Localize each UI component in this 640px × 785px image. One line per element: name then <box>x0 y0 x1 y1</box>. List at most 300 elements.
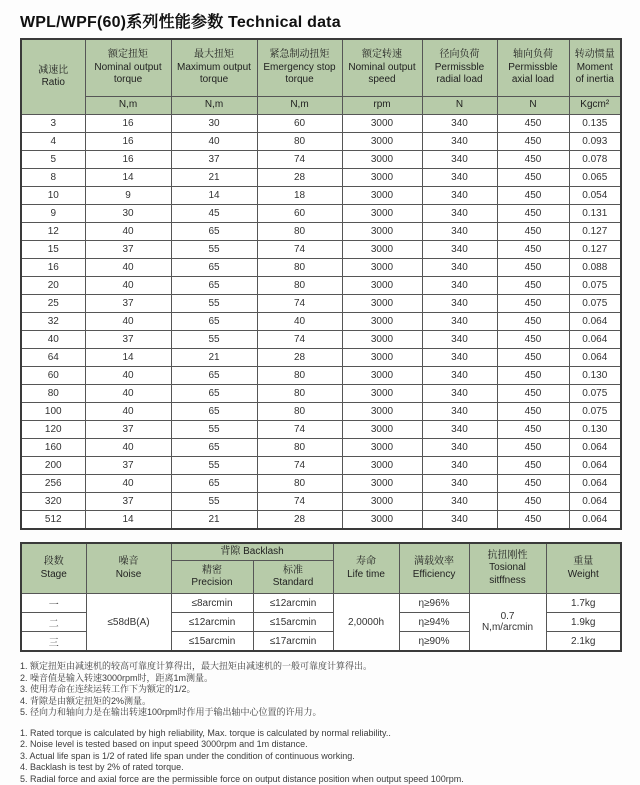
table-cell: 40 <box>257 313 342 331</box>
performance-table-body <box>21 115 621 530</box>
footnote-line: 5. 径向力和轴向力是在输出转速100rpm时作用于输出轴中心位置的许用力。 <box>20 707 620 719</box>
col-header-nominal-torque-en: Nominal output torque <box>94 62 161 86</box>
table-cell: 340 <box>422 223 497 241</box>
table-cell: 450 <box>497 259 569 277</box>
table-cell: 3000 <box>342 223 422 241</box>
table-cell: 340 <box>422 367 497 385</box>
table-cell: 80 <box>21 385 85 403</box>
efficiency-cell: η≥90% <box>399 632 469 652</box>
table-cell: 0.064 <box>569 349 621 367</box>
footnote-line: 3. Actual life span is 1/2 of rated life span under the condition of continuous working. <box>20 751 620 763</box>
table-cell: 0.088 <box>569 259 621 277</box>
table-cell: 0.135 <box>569 115 621 133</box>
col-header-speed-en: Nominal output speed <box>348 62 415 86</box>
table-cell: 74 <box>257 493 342 511</box>
col-header-axial-load <box>497 39 569 97</box>
table-row <box>21 151 621 169</box>
table-cell: 74 <box>257 295 342 313</box>
table-cell: 3000 <box>342 205 422 223</box>
table-cell: 450 <box>497 187 569 205</box>
table-row <box>21 475 621 493</box>
standard-cell: ≤17arcmin <box>253 632 333 652</box>
col-header-stiffness <box>469 543 546 594</box>
table-cell: 3000 <box>342 439 422 457</box>
table-cell: 340 <box>422 241 497 259</box>
col-header-backlash-en: Backlash <box>243 546 284 557</box>
table-cell: 80 <box>257 439 342 457</box>
table-cell: 37 <box>85 295 171 313</box>
table-cell: 55 <box>171 331 257 349</box>
col-header-noise <box>86 543 171 594</box>
table-cell: 450 <box>497 115 569 133</box>
table-row <box>21 115 621 133</box>
table-cell: 340 <box>422 187 497 205</box>
table-cell: 30 <box>171 115 257 133</box>
unit-emergency-torque: N,m <box>257 97 342 115</box>
table-cell: 3000 <box>342 151 422 169</box>
footnote-line: 2. 噪音值是输入转速3000rpm时，距离1m测量。 <box>20 673 620 685</box>
table-cell: 3000 <box>342 475 422 493</box>
table-cell: 74 <box>257 331 342 349</box>
col-header-standard-en: Standard <box>273 577 314 588</box>
table-cell: 37 <box>85 421 171 439</box>
table-cell: 450 <box>497 133 569 151</box>
table-row <box>21 223 621 241</box>
table-cell: 450 <box>497 349 569 367</box>
footnotes-chinese <box>20 661 620 719</box>
standard-cell: ≤12arcmin <box>253 594 333 613</box>
table-cell: 16 <box>21 259 85 277</box>
table-cell: 100 <box>21 403 85 421</box>
footnote-line: 3. 使用寿命在连续运转工作下为额定的1/2。 <box>20 684 620 696</box>
table-cell: 37 <box>171 151 257 169</box>
table-cell: 0.130 <box>569 421 621 439</box>
table-cell: 3000 <box>342 511 422 530</box>
table-row <box>21 277 621 295</box>
table-cell: 450 <box>497 457 569 475</box>
precision-cell: ≤15arcmin <box>171 632 253 652</box>
footnote-line: 4. 背隙是由额定扭矩的2%测量。 <box>20 696 620 708</box>
table-cell: 0.064 <box>569 493 621 511</box>
col-header-precision-cn: 精密 <box>174 565 251 578</box>
table-cell: 450 <box>497 313 569 331</box>
stage-cell: 三 <box>21 632 86 652</box>
table-cell: 3000 <box>342 367 422 385</box>
table-cell: 65 <box>171 439 257 457</box>
table-cell: 340 <box>422 115 497 133</box>
table-cell: 450 <box>497 331 569 349</box>
table-row <box>21 241 621 259</box>
table-cell: 200 <box>21 457 85 475</box>
col-header-weight-en: Weight <box>568 569 599 580</box>
table-row <box>21 385 621 403</box>
table-row <box>21 313 621 331</box>
table-cell: 3000 <box>342 295 422 313</box>
col-header-stage-en: Stage <box>41 569 67 580</box>
efficiency-cell: η≥94% <box>399 613 469 632</box>
table-cell: 340 <box>422 421 497 439</box>
col-header-axial-load-en: Permissble axial load <box>508 62 557 86</box>
col-header-nominal-torque-cn: 额定扭矩 <box>88 49 169 62</box>
unit-nominal-torque: N,m <box>85 97 171 115</box>
table-cell: 21 <box>171 169 257 187</box>
table-cell: 3000 <box>342 187 422 205</box>
table-cell: 45 <box>171 205 257 223</box>
table-cell: 3000 <box>342 313 422 331</box>
precision-cell: ≤8arcmin <box>171 594 253 613</box>
table-cell: 3 <box>21 115 85 133</box>
col-header-emergency-torque <box>257 39 342 97</box>
table-cell: 28 <box>257 511 342 530</box>
table-cell: 320 <box>21 493 85 511</box>
table-row <box>21 511 621 530</box>
col-header-precision-en: Precision <box>191 577 232 588</box>
stiffness-unit: N,m/arcmin <box>482 622 533 633</box>
unit-axial-load: N <box>497 97 569 115</box>
table-cell: 16 <box>85 151 171 169</box>
table-cell: 340 <box>422 403 497 421</box>
table-cell: 340 <box>422 385 497 403</box>
col-header-nominal-torque <box>85 39 171 97</box>
stage-cell: 二 <box>21 613 86 632</box>
table-cell: 65 <box>171 259 257 277</box>
table-cell: 3000 <box>342 115 422 133</box>
table-cell: 55 <box>171 457 257 475</box>
lifetime-cell: 2,0000h <box>333 594 399 652</box>
table-cell: 0.075 <box>569 403 621 421</box>
col-header-lifetime-en: Life time <box>347 569 385 580</box>
table-cell: 65 <box>171 223 257 241</box>
table-row <box>21 421 621 439</box>
table-cell: 3000 <box>342 331 422 349</box>
col-header-lifetime <box>333 543 399 594</box>
table-cell: 0.127 <box>569 241 621 259</box>
page-title: WPL/WPF(60)系列性能参数 Technical data <box>20 9 620 32</box>
table-cell: 340 <box>422 259 497 277</box>
table-cell: 450 <box>497 169 569 187</box>
col-header-radial-load-en: Permissble radial load <box>435 62 484 86</box>
table-cell: 80 <box>257 403 342 421</box>
col-header-lifetime-cn: 寿命 <box>336 556 397 569</box>
table-cell: 0.064 <box>569 313 621 331</box>
table-row <box>21 205 621 223</box>
col-header-backlash-cn: 背隙 <box>220 546 240 557</box>
table-cell: 55 <box>171 241 257 259</box>
table-cell: 65 <box>171 403 257 421</box>
table-cell: 65 <box>171 385 257 403</box>
table-cell: 55 <box>171 493 257 511</box>
table-cell: 450 <box>497 223 569 241</box>
table-cell: 340 <box>422 313 497 331</box>
table-cell: 0.075 <box>569 295 621 313</box>
col-header-ratio-cn: 减速比 <box>24 65 83 78</box>
col-header-weight <box>546 543 621 594</box>
table-cell: 65 <box>171 277 257 295</box>
table-row <box>21 187 621 205</box>
table-cell: 37 <box>85 457 171 475</box>
table-cell: 40 <box>85 277 171 295</box>
table-cell: 0.131 <box>569 205 621 223</box>
table-cell: 4 <box>21 133 85 151</box>
table-cell: 37 <box>85 241 171 259</box>
precision-cell: ≤12arcmin <box>171 613 253 632</box>
col-header-stiffness-cn: 抗扭刚性 <box>472 550 544 563</box>
table-cell: 9 <box>85 187 171 205</box>
col-header-standard <box>253 561 333 594</box>
table-cell: 0.064 <box>569 511 621 530</box>
table-cell: 80 <box>257 133 342 151</box>
table-row <box>21 349 621 367</box>
col-header-efficiency-cn: 满载效率 <box>402 556 467 569</box>
table-cell: 60 <box>21 367 85 385</box>
table-cell: 0.093 <box>569 133 621 151</box>
col-header-speed-cn: 额定转速 <box>345 49 420 62</box>
table-cell: 0.130 <box>569 367 621 385</box>
col-header-standard-cn: 标准 <box>256 565 331 578</box>
table-cell: 80 <box>257 367 342 385</box>
table-cell: 340 <box>422 205 497 223</box>
table-cell: 5 <box>21 151 85 169</box>
table-cell: 40 <box>85 259 171 277</box>
table-cell: 74 <box>257 151 342 169</box>
col-header-max-torque-cn: 最大扭矩 <box>174 49 255 62</box>
table-cell: 340 <box>422 295 497 313</box>
weight-cell: 1.9kg <box>546 613 621 632</box>
table-cell: 3000 <box>342 421 422 439</box>
table-cell: 3000 <box>342 493 422 511</box>
table-cell: 450 <box>497 421 569 439</box>
table-cell: 65 <box>171 475 257 493</box>
table-cell: 32 <box>21 313 85 331</box>
unit-speed: rpm <box>342 97 422 115</box>
table-cell: 340 <box>422 511 497 530</box>
table-cell: 55 <box>171 295 257 313</box>
table-cell: 0.078 <box>569 151 621 169</box>
table-cell: 74 <box>257 241 342 259</box>
table-cell: 0.064 <box>569 475 621 493</box>
table-row <box>21 493 621 511</box>
table-cell: 40 <box>21 331 85 349</box>
table-cell: 21 <box>171 349 257 367</box>
table-row <box>21 457 621 475</box>
table-cell: 340 <box>422 133 497 151</box>
unit-radial-load: N <box>422 97 497 115</box>
stage-cell: 一 <box>21 594 86 613</box>
table-cell: 37 <box>85 331 171 349</box>
table-cell: 340 <box>422 169 497 187</box>
table-cell: 3000 <box>342 277 422 295</box>
table-cell: 450 <box>497 295 569 313</box>
table-cell: 0.064 <box>569 331 621 349</box>
col-header-weight-cn: 重量 <box>549 556 619 569</box>
table-cell: 450 <box>497 511 569 530</box>
table-cell: 3000 <box>342 349 422 367</box>
col-header-inertia-en: Moment of inertia <box>576 62 614 86</box>
table-cell: 16 <box>85 133 171 151</box>
table-cell: 450 <box>497 439 569 457</box>
col-header-stiffness-en: Tosional sitffness <box>489 562 526 586</box>
col-header-radial-load-cn: 径向负荷 <box>425 49 495 62</box>
table-cell: 10 <box>21 187 85 205</box>
performance-table <box>20 38 622 530</box>
table-cell: 60 <box>257 205 342 223</box>
table-cell: 40 <box>85 403 171 421</box>
performance-header-row <box>21 39 621 97</box>
weight-cell: 2.1kg <box>546 632 621 652</box>
performance-units-row <box>21 97 621 115</box>
table-cell: 450 <box>497 493 569 511</box>
table-cell: 80 <box>257 475 342 493</box>
col-header-speed <box>342 39 422 97</box>
noise-cell: ≤58dB(A) <box>86 594 171 652</box>
footnote-line: 4. Backlash is test by 2% of rated torque. <box>20 762 620 774</box>
table-cell: 37 <box>85 493 171 511</box>
table-cell: 40 <box>85 385 171 403</box>
table-cell: 450 <box>497 385 569 403</box>
table-cell: 450 <box>497 241 569 259</box>
table-cell: 20 <box>21 277 85 295</box>
col-header-emergency-torque-cn: 紧急制动扭矩 <box>260 49 340 62</box>
table-cell: 25 <box>21 295 85 313</box>
table-row <box>21 367 621 385</box>
table-cell: 60 <box>257 115 342 133</box>
table-cell: 450 <box>497 475 569 493</box>
col-header-inertia-cn: 转动惯量 <box>572 49 619 62</box>
table-cell: 512 <box>21 511 85 530</box>
table-cell: 450 <box>497 403 569 421</box>
col-header-backlash <box>171 543 333 561</box>
col-header-precision <box>171 561 253 594</box>
spec-header-row-1 <box>21 543 621 561</box>
table-cell: 340 <box>422 331 497 349</box>
col-header-noise-cn: 噪音 <box>89 556 169 569</box>
table-cell: 450 <box>497 205 569 223</box>
table-cell: 14 <box>85 511 171 530</box>
table-row <box>21 331 621 349</box>
col-header-max-torque-en: Maximum output torque <box>177 62 251 86</box>
table-cell: 120 <box>21 421 85 439</box>
table-cell: 3000 <box>342 169 422 187</box>
table-cell: 340 <box>422 457 497 475</box>
table-cell: 340 <box>422 493 497 511</box>
table-row <box>21 403 621 421</box>
table-row <box>21 169 621 187</box>
table-cell: 74 <box>257 457 342 475</box>
table-cell: 15 <box>21 241 85 259</box>
table-cell: 3000 <box>342 457 422 475</box>
col-header-ratio-en: Ratio <box>24 77 83 90</box>
table-cell: 8 <box>21 169 85 187</box>
weight-cell: 1.7kg <box>546 594 621 613</box>
stiffness-value: 0.7 <box>472 611 544 622</box>
table-cell: 80 <box>257 259 342 277</box>
table-cell: 28 <box>257 349 342 367</box>
table-cell: 0.064 <box>569 439 621 457</box>
table-row <box>21 295 621 313</box>
table-row <box>21 439 621 457</box>
table-row <box>21 259 621 277</box>
col-header-radial-load <box>422 39 497 97</box>
table-cell: 256 <box>21 475 85 493</box>
table-cell: 12 <box>21 223 85 241</box>
table-cell: 40 <box>85 475 171 493</box>
footnote-line: 5. Radial force and axial force are the permissible force on output distance position when output speed 100rpm. <box>20 774 620 785</box>
table-cell: 160 <box>21 439 85 457</box>
footnote-line: 1. Rated torque is calculated by high reliability, Max. torque is calculated by normal reliability.. <box>20 728 620 740</box>
table-cell: 14 <box>85 349 171 367</box>
spec-row-stage-1 <box>21 594 621 613</box>
table-cell: 3000 <box>342 259 422 277</box>
col-header-max-torque <box>171 39 257 97</box>
table-cell: 64 <box>21 349 85 367</box>
table-cell: 0.127 <box>569 223 621 241</box>
footnote-line: 2. Noise level is tested based on input speed 3000rpm and 1m distance. <box>20 739 620 751</box>
table-cell: 0.075 <box>569 385 621 403</box>
footnotes-english <box>20 728 620 785</box>
col-header-stage <box>21 543 86 594</box>
table-cell: 3000 <box>342 403 422 421</box>
table-cell: 0.054 <box>569 187 621 205</box>
table-cell: 28 <box>257 169 342 187</box>
table-cell: 40 <box>85 223 171 241</box>
table-cell: 16 <box>85 115 171 133</box>
efficiency-cell: η≥96% <box>399 594 469 613</box>
table-cell: 18 <box>257 187 342 205</box>
table-cell: 340 <box>422 151 497 169</box>
table-cell: 3000 <box>342 385 422 403</box>
table-cell: 14 <box>171 187 257 205</box>
col-header-axial-load-cn: 轴向负荷 <box>500 49 567 62</box>
table-cell: 0.064 <box>569 457 621 475</box>
table-cell: 340 <box>422 349 497 367</box>
col-header-efficiency <box>399 543 469 594</box>
table-cell: 65 <box>171 367 257 385</box>
col-header-emergency-torque-en: Emergency stop torque <box>263 62 335 86</box>
table-cell: 40 <box>85 439 171 457</box>
col-header-noise-en: Noise <box>116 569 142 580</box>
stiffness-cell <box>469 594 546 652</box>
col-header-stage-cn: 段数 <box>24 556 84 569</box>
table-cell: 65 <box>171 313 257 331</box>
table-cell: 450 <box>497 277 569 295</box>
table-cell: 450 <box>497 151 569 169</box>
table-cell: 3000 <box>342 241 422 259</box>
table-cell: 3000 <box>342 133 422 151</box>
table-cell: 40 <box>171 133 257 151</box>
table-cell: 80 <box>257 277 342 295</box>
table-cell: 80 <box>257 385 342 403</box>
table-cell: 0.075 <box>569 277 621 295</box>
table-cell: 340 <box>422 475 497 493</box>
table-cell: 340 <box>422 277 497 295</box>
unit-inertia: Kgcm² <box>569 97 621 115</box>
table-cell: 40 <box>85 313 171 331</box>
table-row <box>21 133 621 151</box>
table-cell: 40 <box>85 367 171 385</box>
col-header-inertia <box>569 39 621 97</box>
table-cell: 30 <box>85 205 171 223</box>
table-cell: 0.065 <box>569 169 621 187</box>
table-cell: 74 <box>257 421 342 439</box>
table-cell: 9 <box>21 205 85 223</box>
table-cell: 80 <box>257 223 342 241</box>
table-cell: 450 <box>497 367 569 385</box>
table-cell: 21 <box>171 511 257 530</box>
standard-cell: ≤15arcmin <box>253 613 333 632</box>
col-header-ratio <box>21 39 85 115</box>
table-cell: 55 <box>171 421 257 439</box>
unit-max-torque: N,m <box>171 97 257 115</box>
